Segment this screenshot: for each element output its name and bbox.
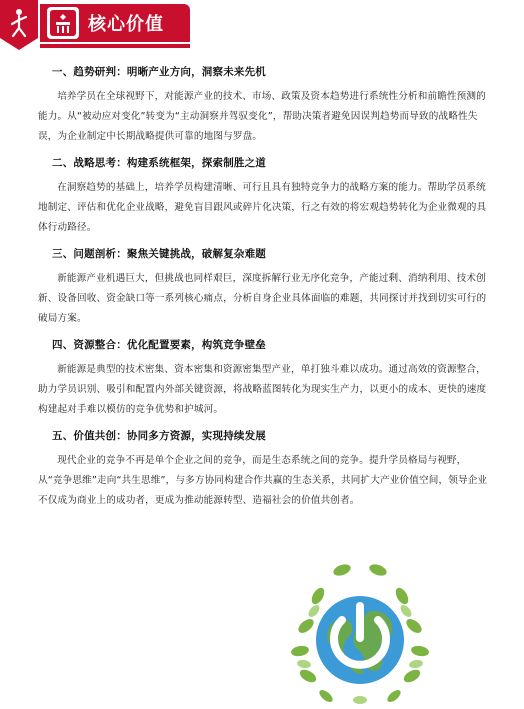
header-band [0,0,200,50]
section-value [38,428,490,511]
section-body: 现代企业的竞争不再是单个企业之间的竞争，而是生态系统之间的竞争。提升学员格局与视野，从“竞争思维”走向“共生思维”，与多方协同构建合作共赢的生态关系，共同扩大产业价值空间，领导企业不仅成为商业上的成功者，更成为推动能源转型、造福社会的价值共创者。 [38,455,488,506]
section-heading: 二、战略思考：构建系统框架，探索制胜之道 [52,157,266,169]
section-strategy [38,155,490,238]
section-problem [38,246,490,329]
section-heading: 一、趋势研判：明晰产业方向，洞察未来先机 [52,66,266,78]
section-heading: 四、资源整合：优化配置要素，构筑竞争壁垒 [52,339,266,351]
section-body: 新能源产业机遇巨大，但挑战也同样艰巨，深度拆解行业无序化竞争，产能过剩、消纳利用、技术创新、设备回收、资金缺口等一系列核心痛点，分析自身企业具体面临的难题，共同探讨并找到切实可行的破局方案。 [38,273,487,324]
section-heading: 三、问题剖析：聚焦关键挑战，破解复杂难题 [52,248,266,260]
runner-emblem-icon [0,0,38,50]
podium-icon [46,6,80,40]
power-globe-icon [286,556,436,706]
section-trend [38,64,490,147]
section-heading: 五、价值共创：协同多方资源，实现持续发展 [52,430,266,442]
section-resources [38,337,490,420]
section-body: 在洞察趋势的基础上，培养学员构建清晰、可行且具有独特竞争力的战略方案的能力。帮助学员系统地制定、评估和优化企业战略，避免盲目跟风或碎片化决策，行之有效的将宏观趋势转化为企业微观的具体行动路径。 [38,182,487,233]
section-body: 培养学员在全球视野下，对能源产业的技术、市场、政策及资本趋势进行系统性分析和前瞻性预测的能力。从“被动应对变化”转变为“主动洞察并驾驭变化”，帮助决策者避免因误判趋势而导致的战略性失误，为企业制定中长期战略提供可靠的地图与罗盘。 [38,91,486,142]
page-title: 核心价值 [88,14,164,35]
content [38,64,490,519]
section-body: 新能源是典型的技术密集、资本密集和资源密集型产业，单打独斗难以成功。通过高效的资源整合，助力学员识别、吸引和配置内外部关键资源，将战略蓝图转化为现实生产力，以更小的成本、更快的速度构建起对手难以模仿的竞争优势和护城河。 [38,364,487,415]
